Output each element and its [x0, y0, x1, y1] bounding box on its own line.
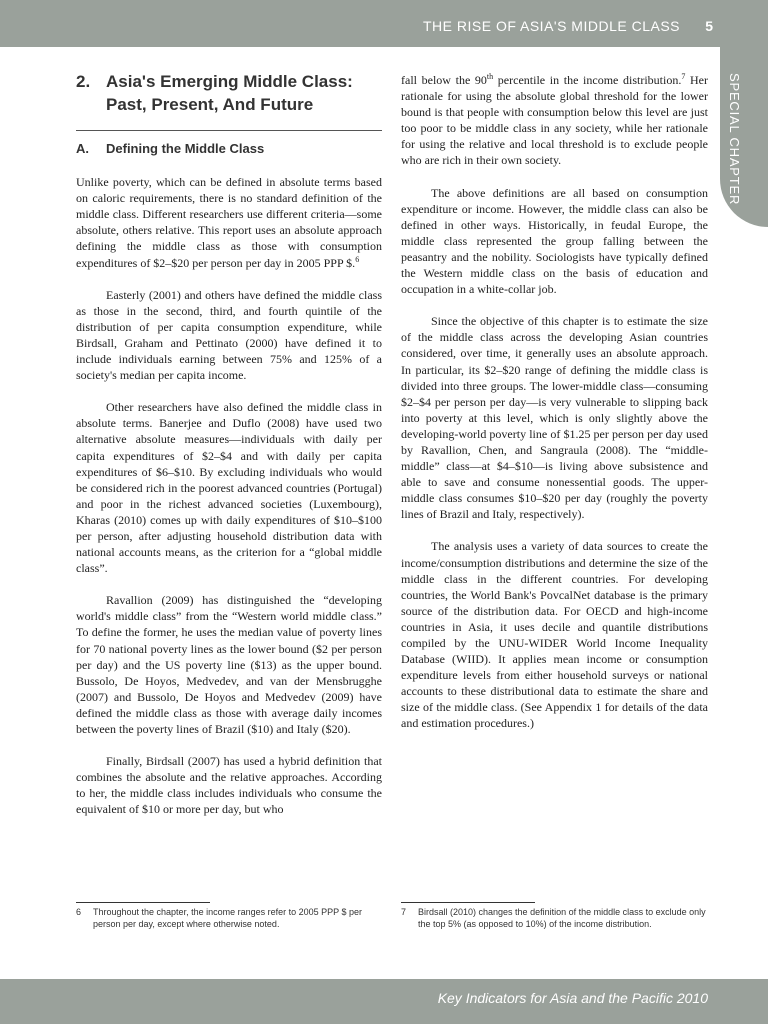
- paragraph: Other researchers have also defined the middle class in absolute terms. Banerjee and Duflo (2008) have used two alternative absolute measures—individuals with daily per capita expenditures of $2–$4 and with daily per capita expenditures of $6–$10. By excluding individuals who would be considered rich in the poorest advanced countries (Portugal) and poor in the richest advanced societies (Luxembourg), Kharas (2010) comes up with daily expenditures of $10–$100 per person, after adjusting household distribution data with national accounts means, as the criterion for a “global middle class”.: [76, 400, 382, 576]
- footnote-rule: [401, 902, 535, 903]
- section-heading: [76, 70, 382, 116]
- footer-text: Key Indicators for Asia and the Pacific 2010: [437, 990, 708, 1006]
- paragraph: Ravallion (2009) has distinguished the “developing world's middle class” from the “Western world middle class.” To define the former, he uses the median value of poverty lines for 70 national poverty lines as the lower bound ($2 per person per day) and the US poverty line ($13) as the upper bound. Bussolo, De Hoyos, Medvedev, and van der Mensbrugghe (2007) and Bussolo, De Hoyos and Medvedev (2009) have defined the middle class as those with average daily incomes between the poverty lines of Brazil ($10) and Italy ($20).: [76, 593, 382, 736]
- footnote-6: [76, 902, 382, 930]
- footnote-text: Birdsall (2010) changes the definition of the middle class to exclude only the top 5% (as opposed to 10%) of the income distribution.: [418, 907, 706, 929]
- paragraph: Since the objective of this chapter is to estimate the size of the middle class across the developing Asian countries considered, over time, it generally uses an absolute approach. In particular, its $2–$20 range of defining the middle class is divided into three groups. The lower-middle class—consuming $2–$4 per person per day—is very vulnerable to slipping back into poverty at this level, which is only slightly above the developing-world poverty line of $1.25 per person per day used by Ravallion, Chen, and Sangraula (2008). The “middle-middle” class—at $4–$10—is living above subsistence and able to save and consume nonessential goods. The upper-middle class consumes $10–$20 per day (roughly the poverty lines of Brazil and Italy, respectively).: [401, 314, 708, 522]
- subsection-heading: [76, 141, 382, 157]
- section-title: Asia's Emerging Middle Class: Past, Present, And Future: [106, 72, 353, 114]
- left-column: [76, 70, 382, 833]
- footnote-number: 7: [401, 907, 407, 917]
- footnote-number: 6: [76, 907, 82, 917]
- page-number: 5: [705, 18, 713, 34]
- footnote-7: [401, 902, 708, 930]
- right-column: [401, 72, 708, 748]
- ordinal-suffix: th: [486, 72, 494, 81]
- section-rule: [76, 130, 382, 131]
- footnote-text: Throughout the chapter, the income ranges refer to 2005 PPP $ per person per day, except where otherwise noted.: [93, 907, 363, 929]
- paragraph: The above definitions are all based on consumption expenditure or income. However, the middle class can also be defined in other ways. Historically, in feudal Europe, the middle class represented the group falling between the peasantry and the nobility. Sociologists have typically defined the Western middle class on the basis of education and occupation in a white-collar job.: [401, 185, 708, 297]
- footnote-ref: 6: [355, 254, 360, 264]
- section-number: 2.: [76, 72, 91, 91]
- paragraph: Easterly (2001) and others have defined the middle class as those in the second, third, and fourth quintile of the distribution of per capita consumption expenditure, while Birdsall, Graham and Pettinato (2000) have defined it to include individuals earning between 75% and 125% of a society's median per capita income.: [76, 287, 382, 383]
- subsection-title: Defining the Middle Class: [106, 141, 265, 156]
- footnote-rule: [76, 902, 210, 903]
- paragraph: The analysis uses a variety of data sources to create the income/consumption distributions and determine the size of the middle class in the different countries. For developing countries, the World Bank's PovcalNet database is the primary source of the distribution data. For OECD and high-income countries in Asia, it uses decile and quantile distributions compiled by the UNU-WIDER World Income Inequality Database (WIID). It applies mean income or consumption expenditure levels from either household surveys or national accounts to these distributional data to estimate the share and size of the middle class. (See Appendix 1 for details of the data and estimation procedures.): [401, 539, 708, 731]
- paragraph: fall below the 90th percentile in the income distribution.$^7$ Her rationale for using the absolute global threshold for the lower bound is that people with consumption below this level are just too poor to be middle class in any society, while her rationale for using the relative and local threshold is to exclude people who are rich in their own society.: [401, 72, 708, 168]
- subsection-number: A.: [76, 141, 89, 156]
- running-title: THE RISE OF ASIA'S MIDDLE CLASS: [422, 18, 680, 34]
- paragraph: Unlike poverty, which can be defined in absolute terms based on caloric requirements, there is no standard definition of the middle class. Different researchers use different criteria—some absolute, others relative. This report uses an absolute approach defining the middle class as those with consumption expenditures of $2–$20 per person per day in 2005 PPP $.$^6$: [76, 175, 382, 270]
- footnote-ref: 7: [681, 72, 686, 81]
- side-label: SPECIAL CHAPTER: [727, 73, 742, 206]
- paragraph: Finally, Birdsall (2007) has used a hybrid definition that combines the absolute and the relative approaches. According to her, the middle class includes individuals who consume the equivalent of $10 or more per day, but who: [76, 754, 382, 817]
